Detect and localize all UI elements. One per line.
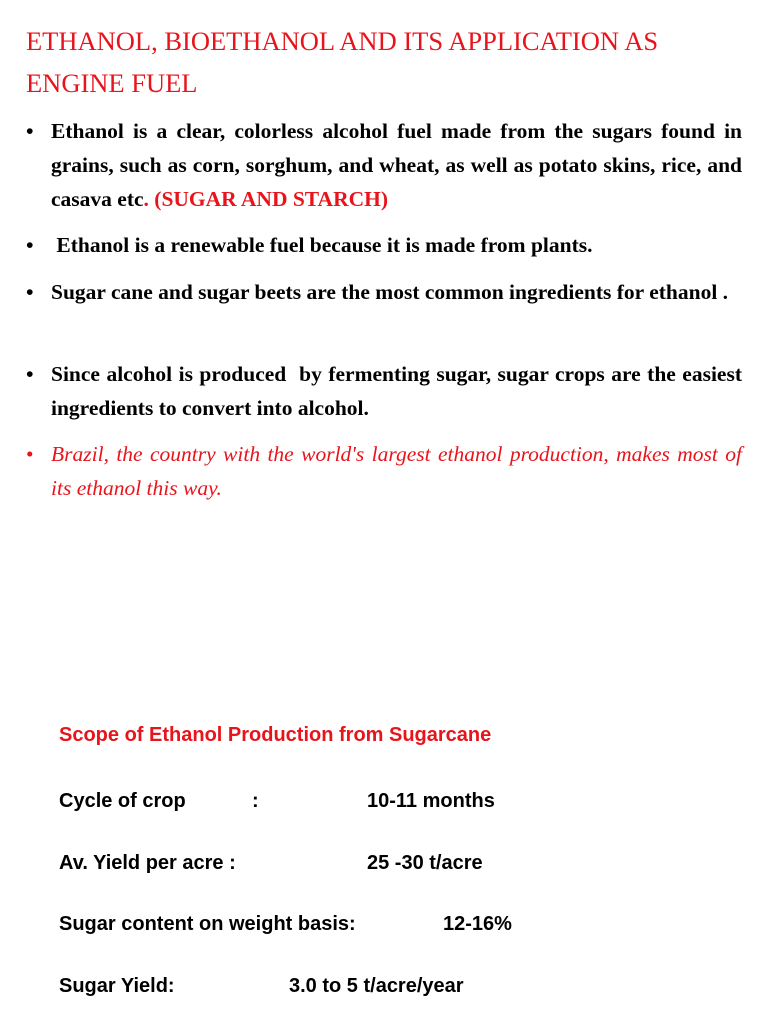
scope-value: 12-16% — [443, 913, 512, 935]
scope-separator: : — [252, 790, 259, 812]
bullet-text: Since alcohol is produced by fermenting sugar, sugar crops are the easiest ingredients to convert into alcohol. — [51, 362, 748, 420]
scope-value: 10-11 months — [367, 790, 495, 812]
bullet-text-main: Ethanol is a clear, colorless alcohol fuel made from the sugars found in grains, such as corn, sorghum, and wheat, as well as potato skins, rice, and casava etc — [51, 119, 742, 211]
scope-label: Sugar content on weight basis: — [59, 913, 356, 935]
bullet-dot: • — [26, 362, 34, 386]
scope-value: 25 -30 t/acre — [367, 852, 483, 874]
scope-value: 3.0 to 5 t/acre/year — [289, 975, 464, 997]
slide-title: ETHANOL, BIOETHANOL AND ITS APPLICATION AS ENGINE FUEL — [26, 26, 659, 98]
bullet-text: Ethanol is a renewable fuel because it is made from plants. — [51, 233, 593, 257]
bullet-dot: • — [26, 233, 34, 257]
scope-label: Av. Yield per acre : — [59, 852, 236, 874]
bullet-dot: • — [26, 442, 34, 466]
bullet-text: Sugar cane and sugar beets are the most common ingredients for ethanol . — [51, 280, 729, 304]
scope-label: Sugar Yield: — [59, 975, 175, 997]
scope-label: Cycle of crop — [59, 790, 186, 812]
bullet-text-highlight: . (SUGAR AND STARCH) — [143, 187, 389, 211]
bullet-text — [51, 114, 742, 216]
bullet-dot: • — [26, 280, 34, 304]
scope-title: Scope of Ethanol Production from Sugarcane — [59, 724, 492, 746]
bullet-text: Brazil, the country with the world's largest ethanol production, makes most of its ethanol this way. — [51, 442, 742, 500]
bullet-dot: • — [26, 119, 34, 143]
